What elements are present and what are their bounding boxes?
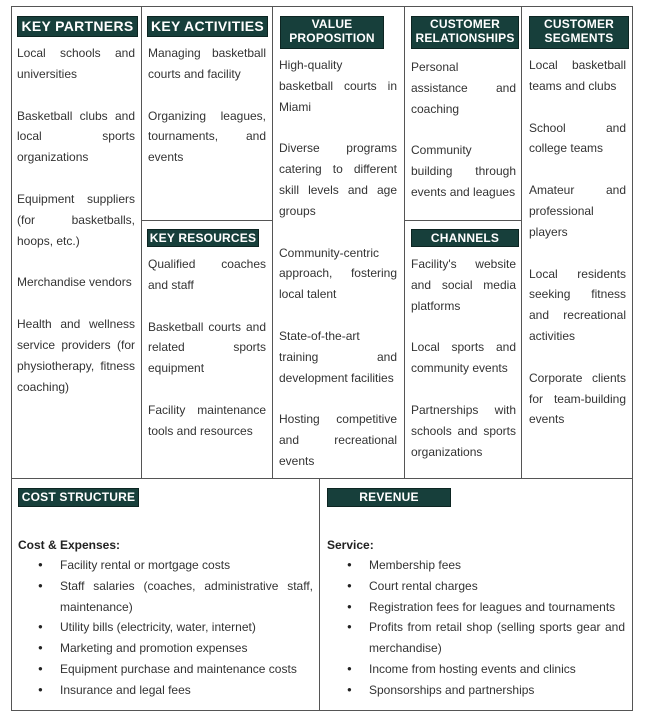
revenue-list (327, 555, 625, 701)
list-item: Basketball courts and related sports equipment (148, 319, 266, 376)
revenue-header (327, 488, 451, 507)
list-item: ● Facility rental or mortgage costs (18, 555, 313, 576)
list-item: Organizing leagues, tournaments, and events (148, 108, 266, 165)
key-resources-list (148, 254, 266, 442)
divider-4 (521, 6, 522, 478)
list-item: ● Income from hosting events and clinics (327, 659, 625, 680)
list-item: ● Profits from retail shop (selling sports gear and merchandise) (327, 617, 625, 659)
list-item: Community-centric approach, fostering local talent (279, 245, 397, 302)
list-item: Basketball clubs and local sports organizations (17, 108, 135, 165)
list-item: ● Court rental charges (327, 576, 625, 597)
list-item: Managing basketball courts and facility (148, 46, 266, 81)
value-proposition-title-line1: VALUE (311, 17, 353, 31)
key-partners-header (17, 16, 138, 37)
divider-top-bottom (11, 478, 633, 479)
divider-activities-resources (141, 220, 272, 221)
customer-segments-list (529, 55, 626, 430)
list-item: Hosting competitive and recreational events (279, 412, 397, 468)
channels-list (411, 254, 516, 462)
list-item: Facility maintenance tools and resources (148, 402, 266, 438)
divider-3 (404, 6, 405, 478)
key-resources-title: KEY RESOURCES (149, 231, 257, 245)
customer-relationships-title-line2: RELATIONSHIPS (415, 30, 515, 45)
list-item: State-of-the-art training and development facilities (279, 328, 397, 385)
list-item: Equipment suppliers (for basketballs, hoops, etc.) (17, 191, 135, 248)
list-item: ● Sponsorships and partnerships (327, 680, 625, 701)
list-item: Qualified coaches and staff (148, 257, 266, 292)
list-item: High-quality basketball courts in Miami (279, 58, 397, 114)
channels-title: CHANNELS (430, 231, 500, 245)
divider-1 (141, 6, 142, 478)
customer-relationships-list (411, 57, 516, 203)
list-item: Local schools and universities (17, 46, 135, 81)
value-proposition-header (280, 16, 384, 49)
list-item: ● Staff salaries (coaches, administrative staff, maintenance) (18, 576, 313, 618)
value-proposition-list (279, 55, 397, 472)
list-item: Local residents seeking fitness and recreational activities (529, 266, 626, 343)
list-item: Local sports and community events (411, 340, 516, 376)
list-item: ● Membership fees (327, 555, 625, 576)
list-item: Local basketball teams and clubs (529, 58, 626, 93)
key-resources-header (147, 229, 259, 247)
cost-structure-subtitle: Cost & Expenses: (18, 538, 121, 552)
list-item: Partnerships with schools and sports organizations (411, 402, 516, 459)
cost-structure-title: COST STRUCTURE (21, 490, 136, 504)
list-item: ● Equipment purchase and maintenance costs (18, 659, 313, 680)
customer-segments-header (529, 16, 629, 49)
customer-relationships-title-line1: CUSTOMER (429, 17, 501, 31)
value-proposition-title-line2: PROPOSITION (289, 30, 375, 45)
list-item: Community building through events and leagues (411, 143, 516, 199)
list-item: ● Insurance and legal fees (18, 680, 313, 701)
customer-relationships-header (411, 16, 519, 49)
customer-segments-title-line2: SEGMENTS (544, 30, 614, 45)
list-item: Diverse programs catering to different skill levels and age groups (279, 141, 397, 218)
list-item: Corporate clients for team-building events (529, 370, 626, 427)
customer-segments-title-line1: CUSTOMER (543, 17, 615, 31)
list-item: ● Registration fees for leagues and tournaments (327, 597, 625, 618)
key-partners-title: KEY PARTNERS (21, 18, 134, 34)
list-item: School and college teams (529, 120, 626, 156)
key-activities-list (148, 43, 266, 168)
channels-header (411, 229, 519, 247)
revenue-title: REVENUE (359, 490, 419, 504)
list-item: Health and wellness service providers (for physiotherapy, fitness coaching) (17, 317, 135, 394)
key-activities-header (147, 16, 268, 37)
list-item: ● Utility bills (electricity, water, internet) (18, 617, 313, 638)
list-item: ● Marketing and promotion expenses (18, 638, 313, 659)
list-item: Facility's website and social media platforms (411, 257, 516, 313)
list-item: Amateur and professional players (529, 183, 626, 239)
cost-structure-header (18, 488, 139, 507)
list-item: Personal assistance and coaching (411, 60, 516, 116)
key-partners-list (17, 43, 135, 397)
revenue-subtitle: Service: (327, 538, 374, 552)
divider-2 (272, 6, 273, 478)
list-item: Merchandise vendors (17, 275, 132, 290)
key-activities-title: KEY ACTIVITIES (150, 18, 265, 34)
divider-relationships-channels (404, 220, 521, 221)
cost-structure-list (18, 555, 313, 701)
divider-cost-revenue (319, 478, 320, 711)
